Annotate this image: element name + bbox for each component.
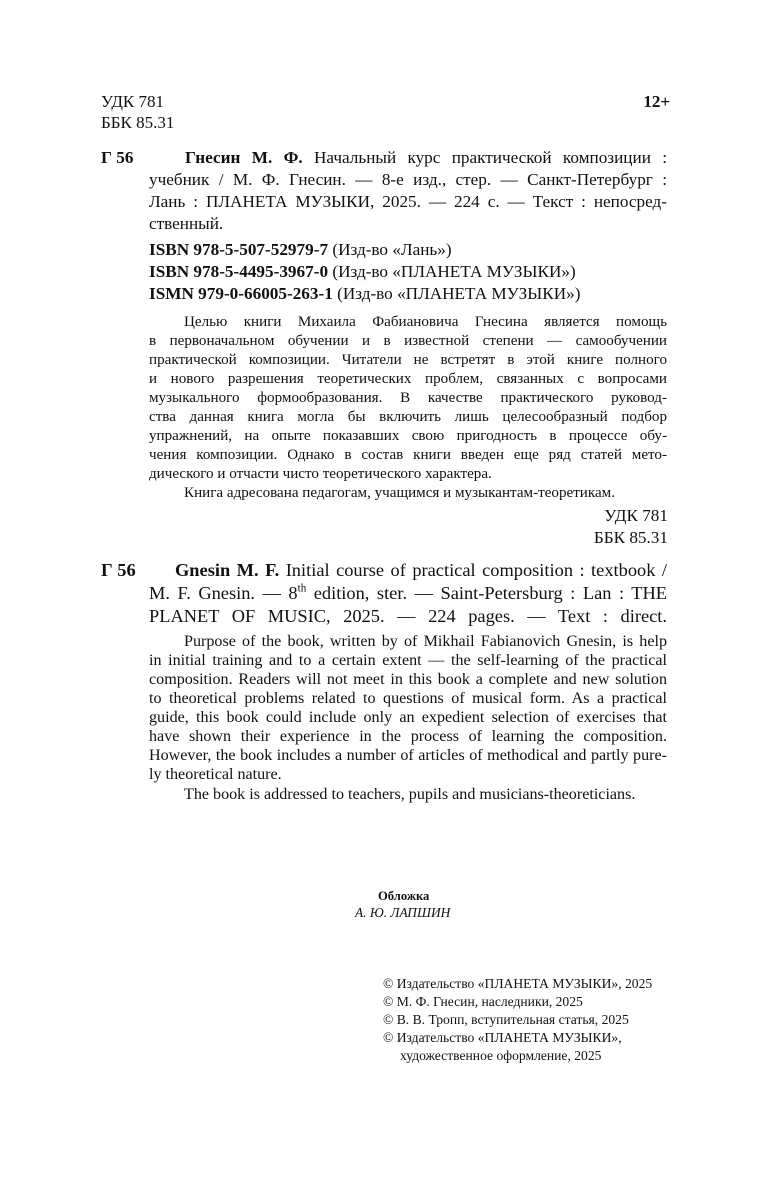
ru-abstract-line: дического и отчасти чисто теоретического характера.	[149, 466, 492, 482]
en-entry-line-2-end: edition, ster. — Saint-Petersburg : Lan : THE	[313, 583, 667, 603]
en-audience: The book is addressed to teachers, pupils and musicians-theoreticians.	[184, 786, 636, 803]
ru-entry-line-1	[185, 148, 667, 168]
en-entry-line-1	[175, 560, 667, 581]
ismn-planeta	[149, 284, 580, 304]
ru-entry-line-2: учебник / М. Ф. Гнесин. — 8-е изд., стер. — Санкт-Петербург :	[149, 170, 667, 189]
en-abstract-line: However, the book includes a number of articles of methodical and partly pure-	[149, 747, 667, 764]
ru-abstract-line: ства данная книга могла бы включить лишь целесообразный подбор	[149, 409, 667, 425]
copyright-line: © В. В. Тропп, вступительная статья, 2025	[383, 1012, 629, 1027]
ismn-planeta-number: ISMN 979-0-66005-263-1	[149, 284, 333, 303]
isbn-planeta-number: ISBN 978-5-4495-3967-0	[149, 262, 329, 281]
en-abstract-line: have shown their experience in the process of learning the composition.	[149, 728, 667, 745]
copyright-line: © М. Ф. Гнесин, наследники, 2025	[383, 994, 583, 1009]
en-abstract-line: Purpose of the book, written by of Mikhail Fabianovich Gnesin, is help	[184, 633, 667, 650]
ru-entry-author: Гнесин М. Ф.	[185, 148, 303, 167]
en-entry-line-2	[149, 583, 667, 604]
ru-entry-bbk: ББК 85.31	[593, 528, 668, 547]
ru-entry-code: Г 56	[101, 148, 134, 167]
ismn-planeta-publisher: (Изд-во «ПЛАНЕТА МУЗЫКИ»)	[337, 284, 581, 303]
ru-abstract-line: и нового разрешения теоретических проблем, связанных с вопросами	[149, 371, 667, 387]
ru-abstract-line: чения композиции. Однако в состав книги введен еще ряд статей мето-	[149, 447, 667, 463]
ru-abstract-line: упражнений, на опыте показавших свою пригодность в процессе обу-	[149, 428, 667, 444]
en-abstract-line: to theoretical problems related to questions of musical form. As a practical	[149, 690, 667, 707]
en-abstract-line: composition. Readers will not meet in this book a complete and new solution	[149, 671, 667, 688]
en-abstract-line: guide, this book could include only an expedient selection of exercises that	[149, 709, 667, 726]
ru-abstract-line: практической композиции. Читатели не встретят в этой книге полного	[149, 352, 667, 368]
en-entry-code: Г 56	[101, 560, 136, 580]
en-abstract-line: ly theoretical nature.	[149, 766, 282, 783]
cover-title: Обложка	[378, 889, 430, 903]
header-udk: УДК 781	[101, 92, 165, 111]
isbn-lan	[149, 240, 452, 260]
en-abstract-line: in initial training and to a certain extent — the self-learning of the practical	[149, 652, 667, 669]
isbn-lan-publisher: (Изд-во «Лань»)	[332, 240, 452, 259]
isbn-planeta	[149, 262, 576, 282]
en-entry-title: Initial course of practical composition : textbook /	[285, 560, 667, 580]
ru-abstract-line: Целью книги Михаила Фабиановича Гнесина является помощь	[184, 314, 667, 330]
ru-entry-udk: УДК 781	[604, 506, 668, 525]
ru-abstract-line: в первоначальном обучении и в известной степени — самообучении	[149, 333, 667, 349]
ru-entry-line-4: ственный.	[149, 214, 224, 233]
en-entry-line-3: PLANET OF MUSIC, 2025. — 224 pages. — Text : direct.	[149, 606, 667, 626]
isbn-planeta-publisher: (Изд-во «ПЛАНЕТА МУЗЫКИ»)	[332, 262, 576, 281]
ru-abstract-line: музыкального формообразования. В качестве практического руковод-	[149, 390, 667, 406]
en-entry-author: Gnesin M. F.	[175, 560, 280, 580]
copyright-line: © Издательство «ПЛАНЕТА МУЗЫКИ», 2025	[383, 976, 653, 991]
en-entry-edition-suffix: th	[297, 582, 307, 595]
cover-designer: А. Ю. ЛАПШИН	[355, 905, 451, 920]
ru-audience: Книга адресована педагогам, учащимся и музыкантам-теоретикам.	[184, 485, 616, 501]
header-bbk: ББК 85.31	[101, 113, 175, 132]
copyright-line: © Издательство «ПЛАНЕТА МУЗЫКИ»,	[383, 1030, 622, 1045]
copyright-line: художественное оформление, 2025	[400, 1048, 602, 1063]
en-entry-line-2-start: M. F. Gnesin. — 8	[149, 583, 298, 603]
ru-entry-title: Начальный курс практической композиции :	[314, 148, 667, 167]
ru-entry-line-3: Лань : ПЛАНЕТА МУЗЫКИ, 2025. — 224 с. — Текст : непосред-	[149, 192, 667, 211]
age-rating: 12+	[643, 92, 670, 111]
isbn-lan-number: ISBN 978-5-507-52979-7	[149, 240, 329, 259]
